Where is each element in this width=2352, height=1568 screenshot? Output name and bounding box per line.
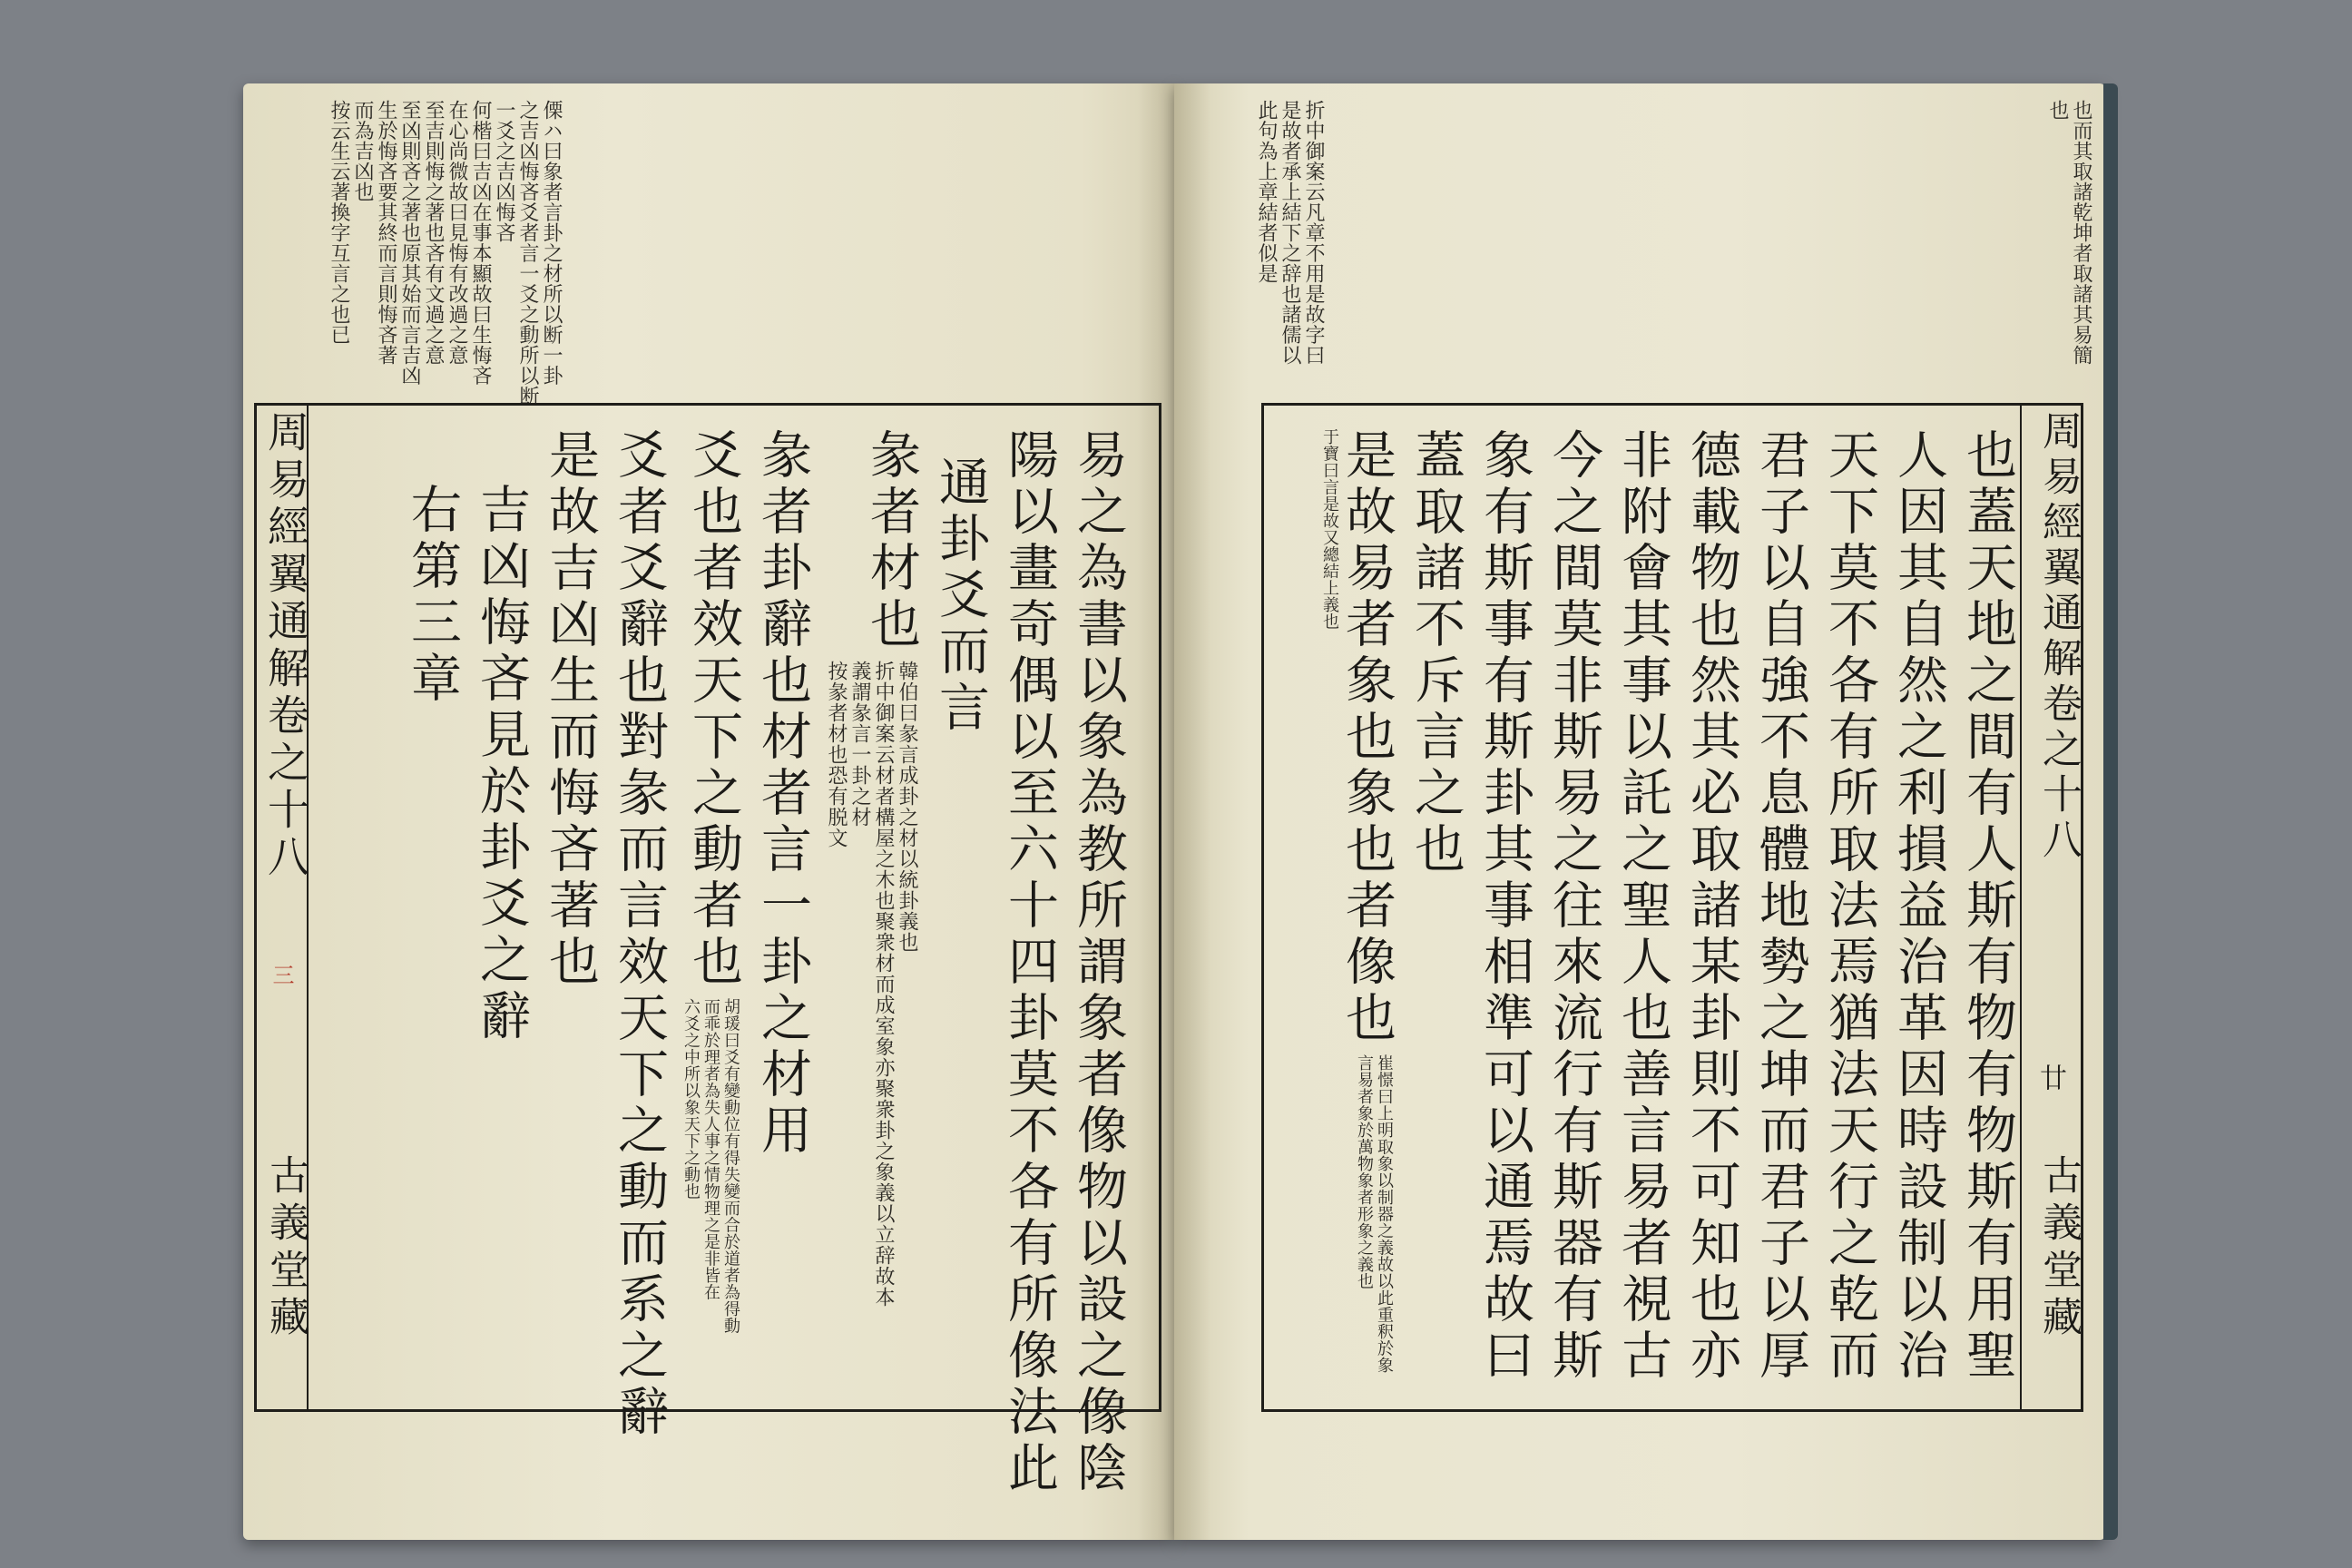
text-column: 德載物也然其必取諸某卦則不可知也亦	[1682, 428, 1741, 1385]
margin-note: 之吉凶悔吝爻者言一爻之動所以断	[516, 100, 539, 407]
margin-note: 此句為上章結者似是	[1255, 100, 1278, 284]
text-column-group	[931, 428, 990, 1399]
right-gutter-shadow	[1174, 83, 1210, 1540]
text-column: 蓋取諸不斥言之也	[1406, 428, 1465, 878]
margin-note: 也	[2046, 100, 2069, 121]
text-column-with-notes	[825, 428, 921, 1399]
margin-note: 生於悔吝要其終而言則悔吝著	[375, 100, 397, 366]
text-column: 今之間莫非斯易之往來流行有斯器有斯	[1544, 428, 1603, 1385]
left-text-body	[325, 428, 1128, 1497]
text-column: 君子以自強不息體地勢之坤而君子以厚	[1751, 428, 1810, 1385]
note-column: 義謂彖言一卦之材	[848, 661, 871, 828]
text-column: 非附會其事以託之聖人也善言易者視古	[1613, 428, 1672, 1385]
margin-note: 傈ハ曰象者言卦之材所以断一卦	[540, 100, 563, 386]
text-column-with-notes	[681, 428, 743, 1399]
left-page	[243, 83, 1174, 1540]
right-text-body	[1269, 428, 2017, 1399]
right-heading-title: 周易經翼通解卷之十八	[2035, 410, 2082, 864]
note-column: 六爻之中所以象天下之動也	[681, 998, 701, 1200]
margin-note: 在心尚微故曰見悔有改過之意	[446, 100, 468, 366]
margin-note: 一爻之吉凶悔吝	[493, 100, 515, 243]
text-column: 是故吉凶生而悔吝著也	[541, 428, 600, 991]
text-column-with-notes	[1320, 428, 1396, 1399]
text-column: 彖者卦辭也材者言一卦之材用	[753, 428, 812, 1160]
text-column: 是故易者象也象也者像也	[1338, 428, 1396, 1047]
text-column: 象有斯事有斯卦其事相準可以通焉故曰	[1475, 428, 1534, 1385]
left-heading-bottom: 古義堂藏	[262, 1154, 309, 1343]
margin-note: 至吉則悔之著也吝有文過之意	[422, 100, 445, 366]
right-page	[1174, 83, 2105, 1540]
text-column: 易之為書以象為教所謂象者像物以設之像陰	[1069, 428, 1128, 1497]
text-column: 吉凶悔吝見於卦爻之辭	[472, 483, 531, 1045]
text-column: 人因其自然之利損益治革因時設制以治	[1889, 428, 1948, 1385]
margin-note: 也而其取諸乾坤者取諸其易簡	[2070, 100, 2092, 366]
text-column: 爻也者效天下之動者也	[684, 428, 743, 991]
note-column: 崔憬曰上明取象以制器之義故以此重釈於象	[1375, 1054, 1394, 1374]
note-column: 而乖於理者為失人事之情物理之是非皆在	[701, 998, 720, 1300]
margin-note: 折中御案云凡章不用是故字曰	[1302, 100, 1325, 366]
note-column: 言易者象於萬物象者形象之義也	[1355, 1054, 1374, 1289]
margin-note: 而為吉凶也	[351, 100, 374, 202]
note-column: 韓伯曰彖言成卦之材以統卦義也	[896, 661, 918, 953]
right-heading-bottom: 古義堂藏	[2035, 1154, 2082, 1343]
book-spread	[243, 83, 2105, 1540]
text-column: 爻者爻辭也對彖而言效天下之動而系之辭	[610, 428, 669, 1441]
margin-note: 至凶則吝之著也原其始而言吉凶	[398, 100, 421, 386]
left-heading-title: 周易經翼通解卷之十八	[261, 410, 310, 882]
side-note: 于寶曰言是故又總結上義也	[1320, 428, 1339, 630]
margin-note: 按云生云著換字互言之也已	[328, 100, 350, 345]
note-column: 胡瑗曰爻有變動位有得失變而合於道者為得動	[721, 998, 740, 1334]
text-column: 也蓋天地之間有人斯有物有物斯有用聖	[1958, 428, 2017, 1385]
text-column: 通卦爻而言	[931, 456, 990, 737]
margin-note: 何楷曰吉凶在事本顯故曰生悔吝	[469, 100, 492, 386]
chapter-end-label: 右第三章	[403, 483, 462, 708]
left-page-number: 三	[269, 964, 294, 985]
note-column: 折中御案云材者構屋之木也聚衆材而成室象亦聚衆卦之象義以立辞故本	[872, 661, 895, 1308]
right-page-number: 廿	[2034, 1063, 2066, 1091]
book-cover-edge	[2103, 83, 2118, 1540]
note-column: 按彖者材也恐有脱文	[825, 661, 848, 848]
text-column: 天下莫不各有所取法焉猶法天行之乾而	[1820, 428, 1879, 1385]
text-column: 陽以畫奇偶以至六十四卦莫不各有所像法此	[1000, 428, 1059, 1497]
text-column: 彖者材也	[862, 428, 921, 653]
margin-note: 是故者承上結下之辞也諸儒以	[1279, 100, 1301, 366]
